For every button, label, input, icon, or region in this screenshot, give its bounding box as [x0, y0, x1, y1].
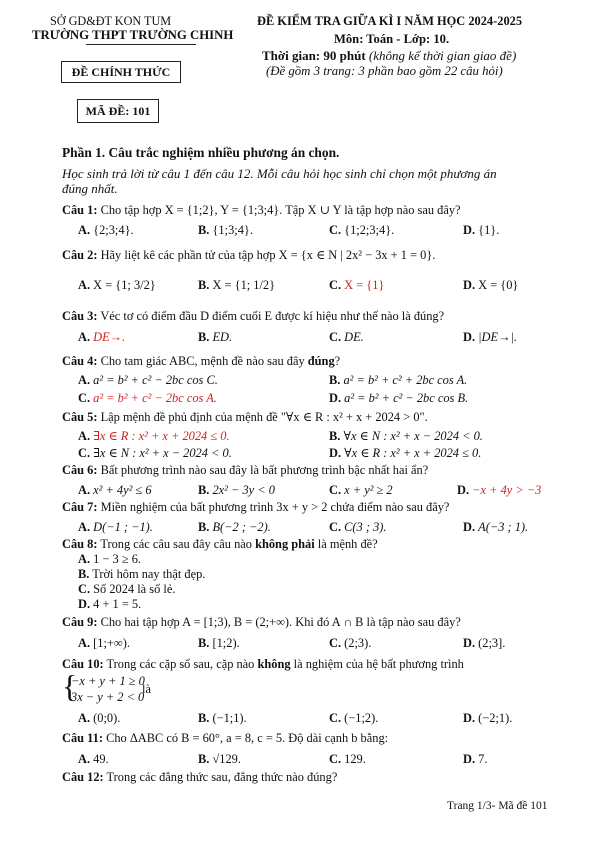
option-text: 4 + 1 = 5. [93, 597, 142, 611]
option-c[interactable] [329, 278, 384, 293]
option-b[interactable] [198, 520, 271, 535]
question-emphasis: không [257, 657, 291, 671]
option-text: ∀x ∈ N : x² + x − 2024 < 0. [343, 429, 483, 443]
option-letter: C. [329, 330, 342, 344]
option-letter: C. [329, 223, 342, 237]
option-a[interactable] [78, 552, 141, 567]
option-letter: C. [78, 391, 91, 405]
option-text: C(3 ; 3). [344, 520, 387, 534]
school-underline [86, 44, 196, 45]
option-text: {1}. [478, 223, 500, 237]
option-text: X = {1; 1/2} [212, 278, 276, 292]
option-c[interactable] [329, 483, 393, 498]
option-a[interactable] [78, 223, 134, 238]
option-c[interactable] [329, 752, 366, 767]
option-d[interactable] [463, 223, 499, 238]
option-letter: C. [329, 483, 342, 497]
option-d[interactable] [329, 391, 468, 406]
option-text: B(−2 ; −2). [212, 520, 271, 534]
option-text: DE→. [93, 330, 126, 344]
option-text: ∃x ∈ N : x² + x − 2024 < 0. [93, 446, 232, 460]
school-name: TRƯỜNG THPT TRƯỜNG CHINH [32, 28, 234, 42]
question-text: Trong các câu sau đây câu nào [100, 537, 252, 551]
option-c[interactable] [78, 391, 217, 406]
inequality-system [62, 668, 172, 706]
option-b[interactable] [198, 636, 240, 651]
option-letter: D. [463, 278, 476, 292]
option-letter: D. [463, 520, 476, 534]
question-label: Câu 3: [62, 309, 98, 323]
option-text: [1;+∞). [93, 636, 130, 650]
option-letter: C. [78, 446, 91, 460]
option-letter: A. [78, 520, 91, 534]
option-text: Trời hôm nay thật đẹp. [92, 567, 206, 581]
option-text: X = {1} [344, 278, 385, 292]
option-b[interactable] [329, 373, 467, 388]
system-line-1: −x + y + 1 ≥ 0 [71, 674, 145, 688]
option-text: (0;0). [93, 711, 121, 725]
question-11 [62, 731, 388, 746]
option-text: ∃x ∈ R : x² + x + 2024 ≤ 0. [93, 429, 230, 443]
option-c[interactable] [329, 223, 394, 238]
section-instruction: Học sinh trả lời từ câu 1 đến câu 12. Mỗi câu hỏi học sinh chỉ chọn một phương án [62, 166, 497, 181]
question-10 [62, 657, 464, 672]
question-label: Câu 6: [62, 463, 98, 477]
pages-note: (Đề gồm 3 trang: 3 phần bao gồm 22 câu hỏi) [266, 64, 503, 78]
option-d[interactable] [463, 520, 528, 535]
option-text: 129. [344, 752, 366, 766]
question-5 [62, 409, 428, 425]
option-letter: C. [329, 711, 342, 725]
option-b[interactable] [198, 752, 241, 767]
option-letter: C. [329, 752, 342, 766]
question-8 [62, 537, 378, 552]
time-line [262, 48, 516, 64]
option-a[interactable] [78, 330, 125, 345]
question-text: Bất phương trình nào sau đây là bất phương trình bậc nhất hai ẩn? [100, 463, 429, 477]
option-b[interactable] [198, 223, 253, 238]
question-tail: ? [334, 354, 341, 368]
question-label: Câu 12: [62, 770, 104, 784]
option-a[interactable] [78, 428, 230, 444]
option-letter: B. [198, 483, 210, 497]
option-c[interactable] [329, 520, 386, 535]
question-4 [62, 354, 340, 369]
option-text: 1 − 3 ≥ 6. [93, 552, 142, 566]
question-text: Lập mệnh đề phủ định của mệnh đề "∀x ∈ R : x² + x + 2024 > 0". [100, 410, 428, 424]
option-letter: C. [78, 582, 91, 596]
question-emphasis: đúng [307, 354, 335, 368]
official-badge: ĐỀ CHÍNH THỨC [61, 61, 181, 83]
question-tail: là nghiệm của hệ bất phương trình [293, 657, 464, 671]
option-letter: D. [463, 330, 476, 344]
option-c[interactable] [329, 330, 364, 345]
option-text: X = {0} [478, 278, 519, 292]
option-letter: D. [78, 597, 91, 611]
option-letter: C. [329, 520, 342, 534]
option-text: 7. [478, 752, 488, 766]
time-note: (không kể thời gian giao đề) [368, 48, 517, 63]
option-text: (−1;2). [344, 711, 379, 725]
option-letter: C. [329, 636, 342, 650]
option-text: a² = b² + c² − 2bc cos A. [93, 391, 217, 405]
exam-code-badge: MÃ ĐỀ: 101 [77, 99, 159, 123]
option-letter: B. [198, 711, 210, 725]
option-text: (2;3]. [478, 636, 506, 650]
option-b[interactable] [198, 330, 232, 345]
question-label: Câu 8: [62, 537, 98, 551]
question-emphasis: không phải [255, 537, 315, 551]
option-c[interactable] [329, 636, 371, 651]
option-text: (−2;1). [478, 711, 513, 725]
option-text: {1;2;3;4}. [344, 223, 395, 237]
option-text: {1;3;4}. [212, 223, 253, 237]
option-letter: D. [329, 446, 342, 460]
system-tail: là [142, 682, 151, 696]
question-label: Câu 5: [62, 410, 98, 424]
option-letter: A. [78, 552, 91, 566]
option-text: ∀x ∈ R : x² + x + 2024 ≤ 0. [344, 446, 482, 460]
option-letter: A. [78, 223, 91, 237]
option-c[interactable] [329, 711, 378, 726]
option-letter: D. [329, 391, 342, 405]
option-text: a² = b² + c² − 2bc cos C. [93, 373, 218, 387]
option-letter: B. [198, 520, 210, 534]
question-text: Hãy liệt kê các phần tử của tập hợp X = {x ∈ N | 2x² − 3x + 1 = 0}. [100, 248, 436, 262]
question-label: Câu 11: [62, 731, 103, 745]
option-a[interactable] [78, 373, 218, 388]
option-text: x + y² ≥ 2 [344, 483, 393, 497]
question-text: Cho ΔABC có B = 60°, a = 8, c = 5. Độ dài cạnh b bằng: [106, 731, 389, 745]
question-7 [62, 500, 449, 515]
option-a[interactable] [78, 278, 156, 293]
option-d[interactable] [463, 636, 505, 651]
option-text: −x + 4y > −3 [472, 483, 542, 497]
question-text: Cho tập hợp X = {1;2}, Y = {1;3;4}. Tập X ∪ Y là tập hợp nào sau đây? [100, 203, 461, 217]
option-letter: B. [198, 223, 210, 237]
option-d[interactable] [463, 752, 487, 767]
option-text: |DE→|. [478, 330, 517, 344]
option-letter: A. [78, 429, 91, 443]
option-text: D(−1 ; −1). [93, 520, 153, 534]
option-letter: B. [198, 330, 210, 344]
exam-title: ĐỀ KIỂM TRA GIỮA KÌ I NĂM HỌC 2024-2025 [257, 14, 523, 28]
option-letter: A. [78, 711, 91, 725]
option-letter: B. [198, 752, 210, 766]
question-text: Miền nghiệm của bất phương trình 3x + y > 2 chứa điểm nào sau đây? [100, 500, 450, 514]
option-text: a² = b² + c² − 2bc cos B. [344, 391, 469, 405]
system-brace: { [62, 668, 78, 704]
option-text: X = {1; 3/2} [93, 278, 156, 292]
option-letter: B. [78, 567, 90, 581]
option-letter: A. [78, 752, 91, 766]
option-text: 2x² − 3y < 0 [212, 483, 275, 497]
option-letter: D. [463, 752, 476, 766]
question-3 [62, 309, 444, 324]
option-a[interactable] [78, 636, 130, 651]
option-letter: B. [198, 636, 210, 650]
option-a[interactable] [78, 711, 120, 726]
option-letter: D. [463, 223, 476, 237]
subject-line: Môn: Toán - Lớp: 10. [334, 32, 450, 46]
question-2 [62, 247, 435, 263]
option-a[interactable] [78, 483, 152, 498]
option-b[interactable] [78, 567, 205, 582]
section-instruction-cont: đúng nhất. [62, 181, 118, 196]
question-label: Câu 9: [62, 615, 98, 629]
option-letter: A. [78, 483, 91, 497]
question-text: Véc tơ có điểm đầu D điểm cuối E được kí hiệu như thế nào là đúng? [100, 309, 445, 323]
question-label: Câu 10: [62, 657, 104, 671]
option-letter: B. [198, 278, 210, 292]
option-letter: D. [463, 711, 476, 725]
option-text: Số 2024 là số lẻ. [93, 582, 176, 596]
option-d[interactable] [463, 278, 518, 293]
option-letter: A. [78, 330, 91, 344]
option-d[interactable] [463, 711, 512, 726]
option-text: a² = b² + c² + 2bc cos A. [343, 373, 468, 387]
option-c[interactable] [78, 445, 232, 461]
option-text: x² + 4y² ≤ 6 [93, 483, 152, 497]
page-footer: Trang 1/3- Mã đề 101 [447, 800, 548, 812]
option-letter: C. [329, 278, 342, 292]
option-d[interactable] [457, 483, 541, 498]
option-text: ED. [212, 330, 233, 344]
question-12 [62, 770, 337, 785]
option-d[interactable] [78, 597, 141, 612]
system-line-2: 3x − y + 2 < 0 [71, 690, 145, 704]
question-text: Cho hai tập hợp A = [1;3), B = (2;+∞). Khi đó A ∩ B là tập nào sau đây? [100, 615, 461, 629]
question-6 [62, 463, 428, 478]
option-text: (2;3). [344, 636, 372, 650]
section-title: Phần 1. Câu trắc nghiệm nhiều phương án chọn. [62, 145, 340, 160]
option-text: {2;3;4}. [93, 223, 134, 237]
option-text: √129. [212, 752, 241, 766]
option-c[interactable] [78, 582, 175, 597]
option-text: [1;2). [212, 636, 240, 650]
option-b[interactable] [329, 428, 483, 444]
time-label: Thời gian: 90 phút [262, 48, 366, 63]
option-letter: A. [78, 373, 91, 387]
question-9 [62, 615, 461, 630]
question-text: Trong các cặp số sau, cặp nào [106, 657, 255, 671]
question-text: Trong các đẳng thức sau, đẳng thức nào đúng? [106, 770, 338, 784]
question-text: Cho tam giác ABC, mệnh đề nào sau đây [100, 354, 305, 368]
option-text: 49. [93, 752, 109, 766]
option-b[interactable] [198, 711, 247, 726]
option-a[interactable] [78, 752, 109, 767]
option-text: (−1;1). [212, 711, 247, 725]
question-label: Câu 1: [62, 203, 98, 217]
question-tail: là mệnh đề? [317, 537, 378, 551]
question-label: Câu 4: [62, 354, 98, 368]
option-letter: B. [329, 373, 341, 387]
option-text: DE. [344, 330, 364, 344]
option-letter: A. [78, 278, 91, 292]
option-d[interactable] [329, 445, 481, 461]
option-b[interactable] [198, 278, 275, 293]
option-letter: D. [457, 483, 470, 497]
question-label: Câu 7: [62, 500, 98, 514]
question-1 [62, 202, 461, 218]
question-label: Câu 2: [62, 248, 98, 262]
option-letter: A. [78, 636, 91, 650]
option-d[interactable] [463, 330, 517, 345]
option-b[interactable] [198, 483, 275, 498]
option-letter: B. [329, 429, 341, 443]
dept-name: SỞ GD&ĐT KON TUM [50, 14, 172, 28]
option-a[interactable] [78, 520, 153, 535]
option-letter: D. [463, 636, 476, 650]
option-text: A(−3 ; 1). [478, 520, 529, 534]
